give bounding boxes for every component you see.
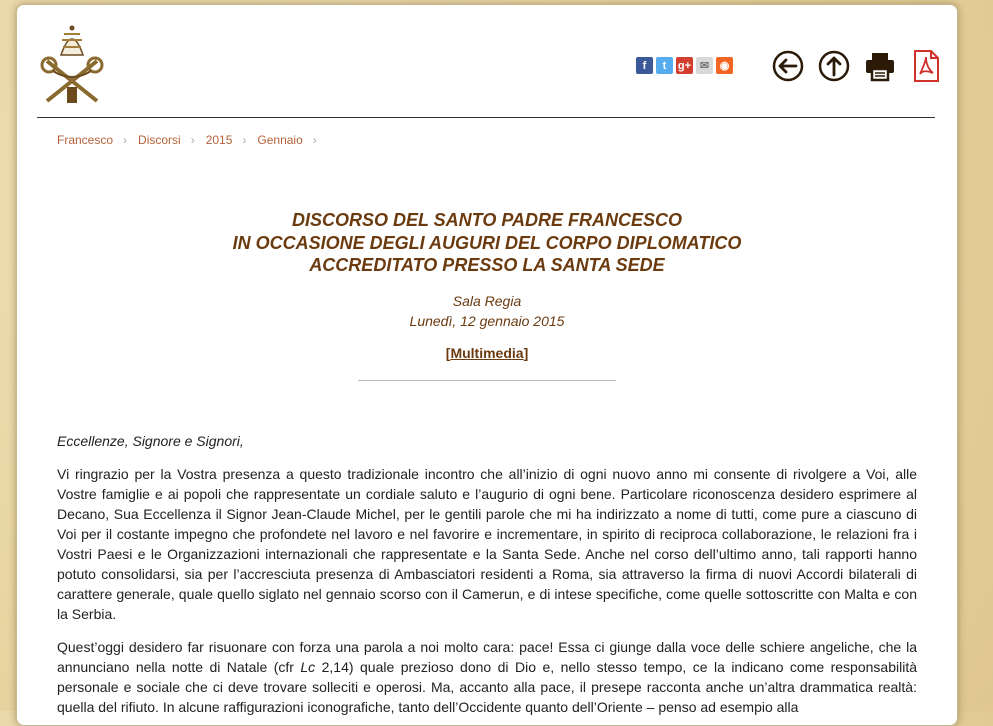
multimedia-link[interactable]: Multimedia [450,345,524,361]
chevron-right-icon: › [190,133,195,147]
chevron-right-icon: › [312,133,317,147]
paragraph-text: Quest’oggi desidero far risuonare con forza una parola a noi molto cara: pace! Essa ci giunge dalla voce delle schiere angeliche, che la annunciano nella notte di Natale (cfr [57,639,917,675]
google-plus-icon[interactable]: g+ [676,57,693,74]
breadcrumb-item-year[interactable]: 2015 [205,133,233,147]
scripture-reference: Lc [300,659,316,675]
print-icon[interactable] [863,49,897,83]
paragraph: Vi ringrazio per la Vostra presenza a questo tradizionale incontro che all’inizio di ogni nuovo anno mi consente di rivolgere a Voi, alle Vostre famiglie e ai popoli che rappresentate un cordiale saluto e l’augurio di ogni bene. Particolare riconoscenza desidero esprimere al Decano, Sua Eccellenza il Signor Jean-Claude Michel, per le gentili parole che mi ha indirizzato a nome di tutti, come pure a ciascuno di Voi per il costante impegno che profondete nel lavoro e nel favorire e incrementare, in spirito di reciproca collaborazione, le relazioni fra i Vostri Paesi e le Organizzazioni internazionali che rappresentate e la Santa Sede. Anche nel corso dell’ultimo anno, tali rapporti hanno potuto consolidarsi, sia per l’accresciuta presenza di Ambasciatori residenti a Roma, sia attraverso la firma di nuovi Accordi bilaterali di carattere generale, quale quello siglato nel gennaio scorso con il Camerun, e di intese specifiche, come quelle sottoscritte con Malta e con la Serbia. [57,466,917,622]
breadcrumb-item-discorsi[interactable]: Discorsi [138,133,181,147]
speech-place: Sala Regia [452,293,522,309]
page-actions [771,49,943,83]
chevron-right-icon: › [123,133,128,147]
pdf-icon[interactable] [909,49,943,83]
bracket-open: [ [445,345,451,361]
back-arrow-icon[interactable] [771,49,805,83]
rss-icon[interactable]: ◉ [716,57,733,74]
breadcrumb-item-month[interactable]: Gennaio [257,133,303,147]
social-share-bar [636,57,733,74]
title-line-2: IN OCCASIONE DEGLI AUGURI DEL CORPO DIPLOMATICO [232,232,742,253]
speech-body [57,431,917,726]
twitter-icon[interactable]: t [656,57,673,74]
papal-coat-of-arms-icon[interactable] [37,25,107,107]
page-container [16,4,958,726]
paragraph-text: 2,14) quale prezioso dono di Dio e, nello stesso tempo, ce la indicano come responsabilità personale e sociale che ci deve trovare solleciti e operosi. Ma, accanto alla pace, il presepe racconta anche un’altra drammatica realtà: quella del rifiuto. In alcune raffigurazioni iconografiche, tanto dell’Occidente quanto dell’Oriente – penso ad esempio alla [57,659,917,715]
up-arrow-icon[interactable] [817,49,851,83]
breadcrumb-item-francesco[interactable]: Francesco [57,133,114,147]
email-icon[interactable]: ✉ [696,57,713,74]
title-divider [358,380,616,381]
multimedia-block [17,345,957,361]
facebook-icon[interactable]: f [636,57,653,74]
title-line-3: ACCREDITATO PRESSO LA SANTA SEDE [309,255,665,275]
salutation: Eccellenze, Signore e Signori, [57,433,244,449]
breadcrumb [57,133,328,147]
bracket-close: ] [523,345,529,361]
header-divider [37,117,935,118]
speech-location-date [17,291,957,331]
page-title [17,209,957,277]
chevron-right-icon: › [242,133,247,147]
paragraph [57,637,917,717]
title-line-1: DISCORSO DEL SANTO PADRE FRANCESCO [291,210,683,230]
speech-date: Lunedì, 12 gennaio 2015 [409,313,565,329]
